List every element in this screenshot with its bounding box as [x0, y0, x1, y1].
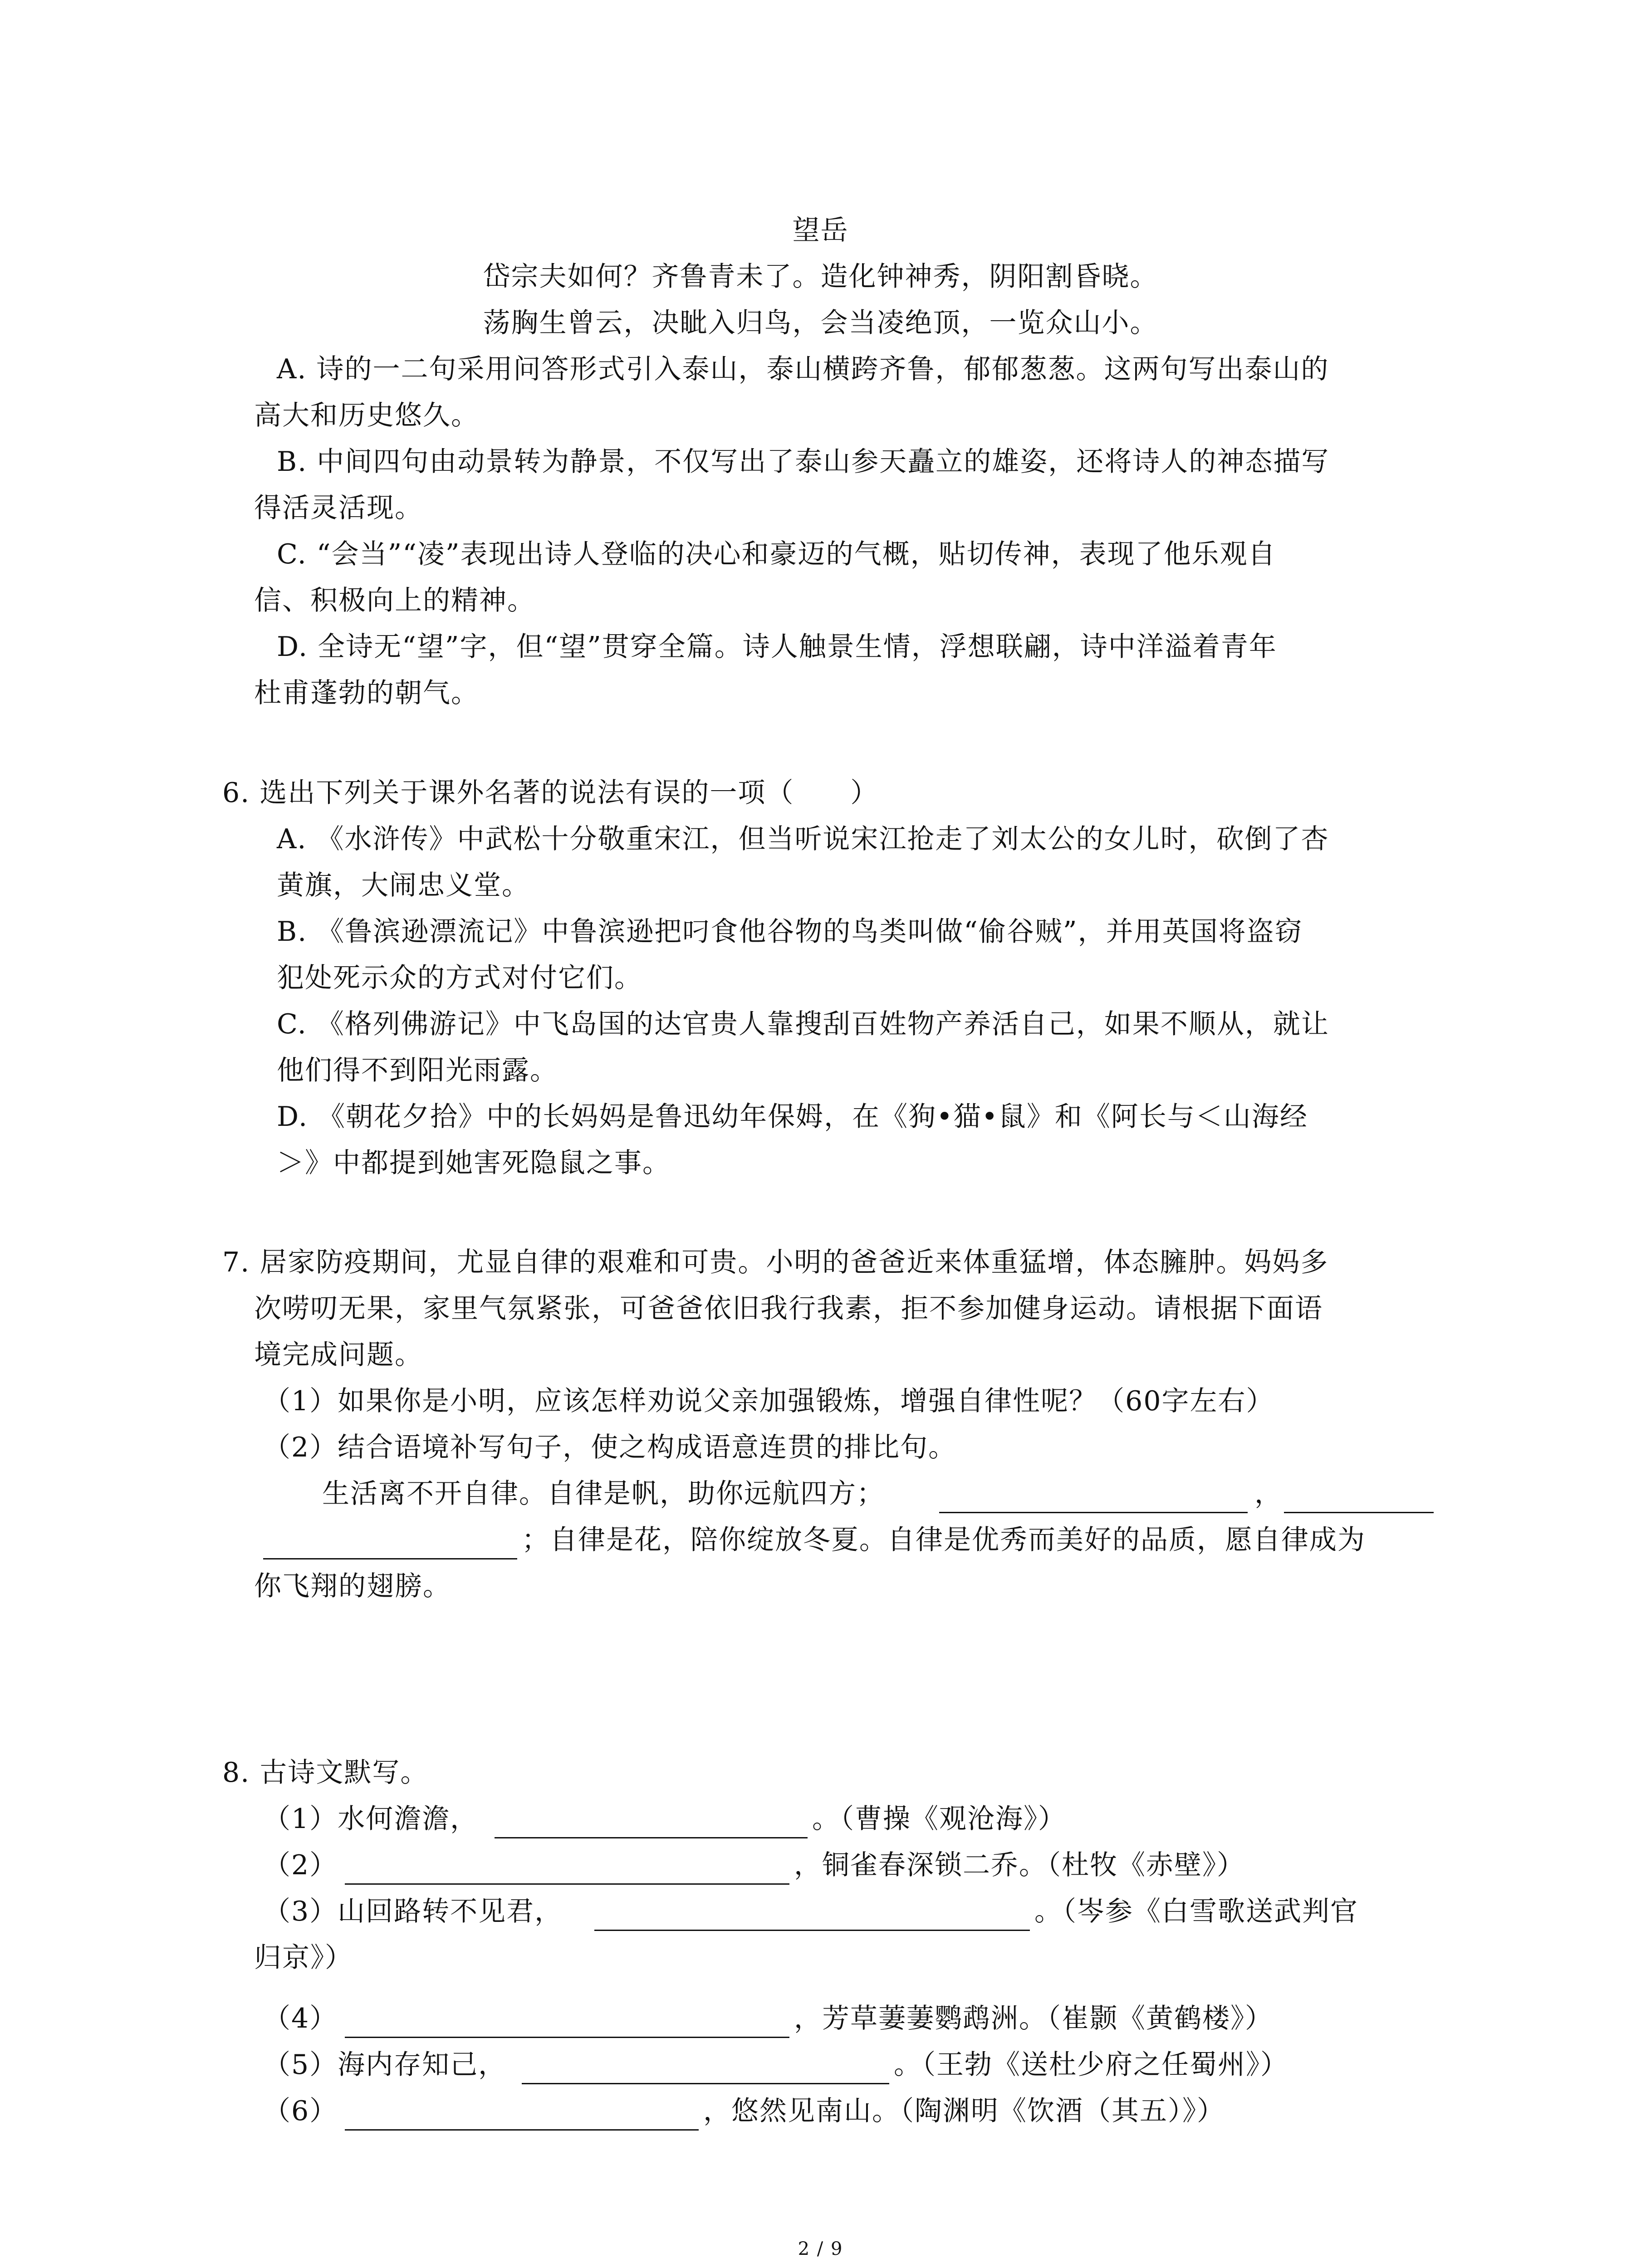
option-a-line: 高大和历史悠久。 [254, 400, 479, 431]
q6-option-b-line: 犯处死示众的方式对付它们。 [277, 962, 642, 994]
q8-item-6-source: ，悠然见南山。（陶渊明《饮酒（其五）》） [703, 2095, 1225, 2127]
q6-option-a-line: 黄旗，大闹忠义堂。 [277, 870, 530, 901]
q7-fill-text: 你飞翔的翅膀。 [254, 1570, 451, 1602]
q8-item-5-prefix: （5）海内存知己， [263, 2049, 507, 2081]
q7-subquestion-2: （2）结合语境补写句子，使之构成语意连贯的排比句。 [263, 1432, 957, 1463]
option-b-line: 得活灵活现。 [254, 492, 423, 524]
question-7-stem: 7. 居家防疫期间，尤显自律的艰难和可贵。小明的爸爸近来体重猛增，体态臃肿。妈妈多 [222, 1246, 1329, 1278]
question-7-stem: 次唠叨无果，家里气氛紧张，可爸爸依旧我行我素，拒不参加健身运动。请根据下面语 [254, 1293, 1323, 1325]
q8-blank-4[interactable] [345, 2037, 789, 2038]
q6-option-d-line: ＞》中都提到她害死隐鼠之事。 [277, 1147, 671, 1179]
q8-blank-5[interactable] [522, 2083, 889, 2084]
q7-blank-1[interactable] [939, 1512, 1248, 1513]
poem-line: 岱宗夫如何？齐鲁青未了。造化钟神秀，阴阳割昏晓。 [483, 261, 1158, 293]
q7-fill-text: ；自律是花，陪你绽放冬夏。自律是优秀而美好的品质，愿自律成为 [522, 1524, 1366, 1556]
q7-blank-2b[interactable] [263, 1558, 517, 1559]
q7-blank-2a[interactable] [1284, 1512, 1434, 1513]
poem-line: 荡胸生曾云，决眦入归鸟，会当凌绝顶，一览众山小。 [483, 307, 1158, 339]
q8-item-3-wrap: 归京》） [254, 1942, 353, 1974]
q8-item-3-prefix: （3）山回路转不见君， [263, 1896, 563, 1927]
q8-blank-6[interactable] [345, 2129, 699, 2131]
q7-subquestion-1: （1）如果你是小明，应该怎样劝说父亲加强锻炼，增强自律性呢？（60字左右） [263, 1385, 1274, 1417]
option-c-line: C. “会当”“凌”表现出诗人登临的决心和豪迈的气概，贴切传神，表现了他乐观自 [277, 538, 1276, 570]
q8-item-4-source: ，芳草萋萋鹦鹉洲。（崔颢《黄鹤楼》） [794, 2003, 1273, 2034]
q8-item-6-prefix: （6） [263, 2095, 338, 2127]
question-8-stem: 8. 古诗文默写。 [222, 1757, 429, 1789]
q6-option-b-line: B. 《鲁滨逊漂流记》中鲁滨逊把叼食他谷物的鸟类叫做“偷谷贼”，并用英国将盗窃 [277, 916, 1303, 948]
page-number: 2 / 9 [798, 2239, 843, 2259]
q7-fill-comma: ， [1254, 1478, 1283, 1510]
option-a-line: A. 诗的一二句采用问答形式引入泰山，泰山横跨齐鲁，郁郁葱葱。这两句写出泰山的 [277, 353, 1329, 385]
q6-option-c-line: 他们得不到阳光雨露。 [277, 1055, 558, 1086]
option-c-line: 信、积极向上的精神。 [254, 585, 535, 616]
q8-item-4-prefix: （4） [263, 2003, 338, 2034]
option-d-line: D. 全诗无“望”字，但“望”贯穿全篇。诗人触景生情，浮想联翩，诗中洋溢着青年 [277, 631, 1277, 663]
poem-title: 望岳 [792, 215, 849, 246]
option-d-line: 杜甫蓬勃的朝气。 [254, 677, 479, 709]
q8-blank-3[interactable] [594, 1930, 1030, 1931]
q8-item-1-source: 。（曹操《观沧海》） [812, 1803, 1066, 1835]
q8-blank-2[interactable] [345, 1883, 789, 1885]
q7-fill-text: 生活离不开自律。自律是帆，助你远航四方； [322, 1478, 885, 1510]
q8-item-1-prefix: （1）水何澹澹， [263, 1803, 479, 1835]
q6-option-c-line: C. 《格列佛游记》中飞岛国的达官贵人靠搜刮百姓物产养活自己，如果不顺从，就让 [277, 1008, 1329, 1040]
q6-option-d-line: D. 《朝花夕拾》中的长妈妈是鲁迅幼年保姆，在《狗•猫•鼠》和《阿长与＜山海经 [277, 1101, 1308, 1133]
q8-item-5-source: 。（王勃《送杜少府之任蜀州》） [894, 2049, 1288, 2081]
q6-option-a-line: A. 《水浒传》中武松十分敬重宋江，但当听说宋江抢走了刘太公的女儿时，砍倒了杏 [277, 823, 1329, 855]
q8-item-2-source: ，铜雀春深锁二乔。（杜牧《赤壁》） [794, 1849, 1245, 1881]
q8-item-3-source: 。（岑参《白雪歌送武判官 [1034, 1896, 1358, 1927]
option-b-line: B. 中间四句由动景转为静景，不仅写出了泰山参天矗立的雄姿，还将诗人的神态描写 [277, 446, 1330, 478]
question-6-stem: 6. 选出下列关于课外名著的说法有误的一项（ ） [222, 777, 879, 809]
question-7-stem: 境完成问题。 [254, 1339, 423, 1371]
q8-item-2-prefix: （2） [263, 1849, 338, 1881]
q8-blank-1[interactable] [495, 1837, 808, 1838]
